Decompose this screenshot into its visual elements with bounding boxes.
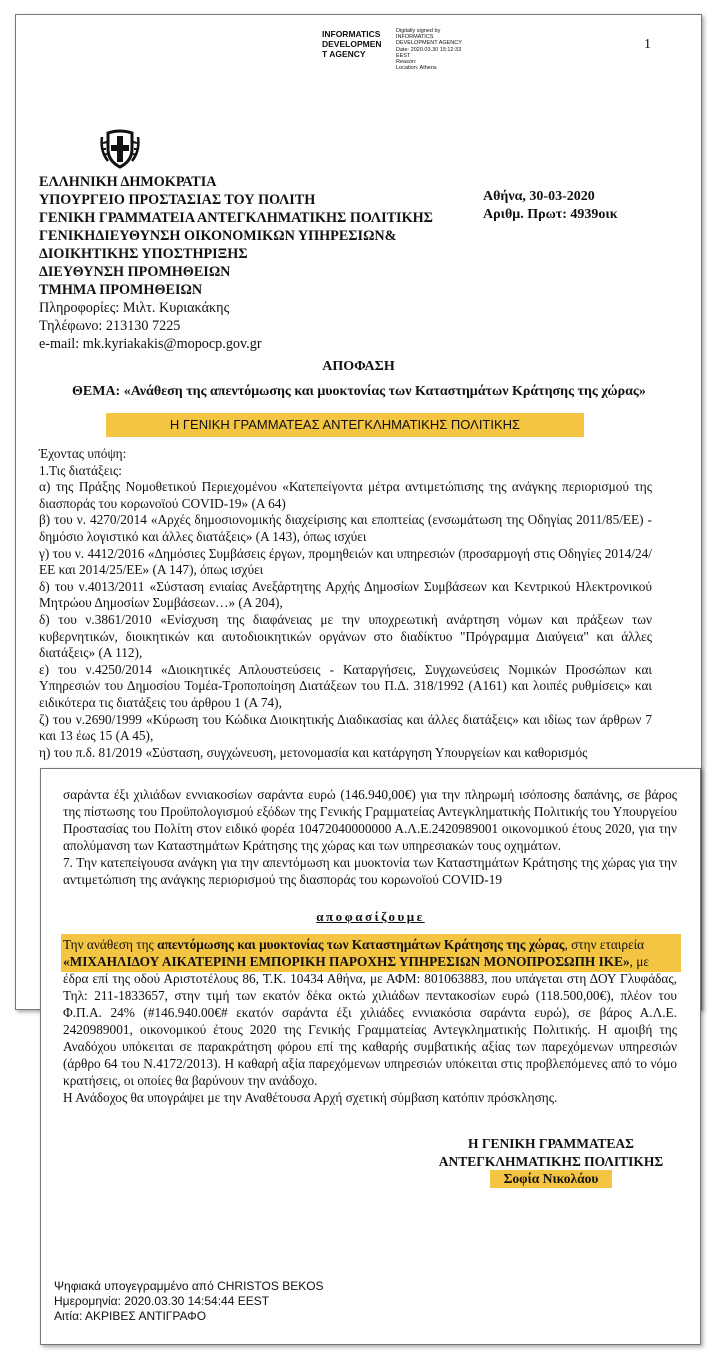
body-line: ζ) του ν.2690/1999 «Κύρωση του Κώδικα Διοικητικής Διαδικασίας και άλλες διατάξεις» και ιδίως των άρθρων 7 και 13 έως 15 (Α 45),	[39, 711, 652, 744]
header-line: ΕΛΛΗΝΙΚΗ ΔΗΜΟΚΡΑΤΙΑ	[39, 174, 217, 190]
date-protocol-block	[483, 188, 618, 224]
decision-fragment: Την ανάθεση της	[63, 937, 158, 952]
contractor-line	[63, 953, 677, 970]
body-line: δ) του ν.3861/2010 «Ενίσχυση της διαφάνειας με την υποχρεωτική ανάρτηση νόμων και πράξεων των κυβερνητικών, διοικητικών και αυτοδιοικητικών οργάνων στο διαδίκτυο "Πρόγραμμα Διαύγεια" και άλλες διατάξεις» (Α 112),	[39, 611, 652, 661]
contact-line: Τηλέφωνο: 213130 7225	[39, 318, 181, 334]
body-line: Έχοντας υπόψη:	[39, 446, 127, 461]
signature-detail-line: Date: 2020.03.30 15:12:33	[396, 46, 462, 53]
decision-fragment: , στην εταιρεία	[564, 937, 645, 952]
header-line: ΤΜΗΜΑ ΠΡΟΜΗΘΕΙΩΝ	[39, 282, 203, 298]
protocol-number: Αριθμ. Πρωτ: 4939οικ	[483, 207, 618, 222]
signature-org-line: DEVELOPMEN	[322, 39, 382, 49]
signature-detail-line: Reason:	[396, 59, 417, 66]
body-line: β) του ν. 4270/2014 «Αρχές δημοσιονομικής διαχείρισης και εποπτείας (ενσωμάτωση της Οδηγίας 2011/85/ΕΕ) - δημόσιο λογιστικό και άλλες διατάξεις» (Α 143), όπως ισχύει	[39, 512, 652, 544]
digital-signature-line: Ψηφιακά υπογεγραμμένο από CHRISTOS BEKOS	[54, 1279, 324, 1293]
decision-text	[63, 936, 677, 1106]
authority-banner: Η ΓΕΝΙΚΗ ΓΡΑΜΜΑΤΕΑΣ ΑΝΤΕΓΚΛΗΜΑΤΙΚΗΣ ΠΟΛΙΤΙΚΗΣ	[106, 413, 584, 437]
signature-org-line: T AGENCY	[322, 49, 366, 59]
body-line: 7. Την κατεπείγουσα ανάγκη για την απεντόμωση και μυοκτονία των Καταστημάτων Κράτησης της χώρας για την αντιμετώπιση της ανάγκης περιορισμού της διασποράς του κορωνοϊού COVID-19	[63, 855, 677, 887]
signature-detail-line: EEST	[396, 52, 411, 59]
decision-first-line	[63, 936, 677, 953]
signature-detail-line: INFORMATICS	[396, 34, 434, 41]
contractor-name: «ΜΙΧΑΗΛΙΔΟΥ ΑΙΚΑΤΕΡΙΝΗ ΕΜΠΟΡΙΚΗ ΠΑΡΟΧΗΣ ΥΠΗΡΕΣΙΩΝ ΜΟΝΟΠΡΟΣΩΠΗ ΙΚΕ»	[63, 954, 630, 969]
signature-detail-line: DEVELOPMENT AGENCY	[396, 40, 462, 47]
contact-line: Πληροφορίες: Μιλτ. Κυριακάκης	[39, 300, 230, 316]
header-line: ΓΕΝΙΚΗ ΓΡΑΜΜΑΤΕΙΑ ΑΝΤΕΓΚΛΗΜΑΤΙΚΗΣ ΠΟΛΙΤΙΚΗΣ	[39, 210, 433, 226]
decision-final: Η Ανάδοχος θα υπογράψει με την Αναθέτουσα Αρχή σχετική σύμβαση κατόπιν πρόσκλησης.	[63, 1090, 558, 1105]
body-line: α) της Πράξης Νομοθετικού Περιεχομένου «Κατεπείγοντα μέτρα αντιμετώπισης της ανάγκης περιορισμού της διασποράς του κορωνοϊού COVID-19» (Α 64)	[39, 479, 652, 511]
body-line: 1.Τις διατάξεις:	[39, 462, 122, 478]
page-number: 1	[644, 37, 651, 52]
digital-signature-line: Αιτία: ΑΚΡΙΒΕΣ ΑΝΤΙΓΡΑΦΟ	[54, 1309, 207, 1323]
digital-signature-line: Ημερομηνία: 2020.03.30 14:54:44 EEST	[54, 1294, 270, 1308]
considerations-body	[39, 446, 652, 761]
document-title: ΑΠΟΦΑΣΗ	[322, 359, 395, 374]
signature-detail-line: Location: Athens	[396, 65, 437, 72]
decision-heading: αποφασίζουμε	[316, 909, 425, 924]
signatory-title: Η ΓΕΝΙΚΗ ΓΡΑΜΜΑΤΕΑΣ	[468, 1136, 634, 1151]
signature-org-line: INFORMATICS	[322, 29, 381, 39]
decision-fragment: , με	[629, 954, 649, 969]
digital-signature-footer	[54, 1279, 324, 1324]
contact-line: e-mail: mk.kyriakakis@mopocp.gov.gr	[39, 336, 262, 352]
body-line: η) του π.δ. 81/2019 «Σύσταση, συγχώνευση, μετονομασία και κατάργηση Υπουργείων και καθορισμός	[39, 744, 588, 760]
header-line: ΓΕΝΙΚΗΔΙΕΥΘΥΝΣΗ ΟΙΚΟΝΟΜΙΚΩΝ ΥΠΗΡΕΣΙΩΝ&	[39, 228, 397, 244]
decision-object: απεντόμωσης και μυοκτονίας των Καταστημάτων Κράτησης της χώρας	[157, 937, 565, 952]
signatory-block	[421, 1135, 681, 1188]
document-page-2	[40, 768, 701, 1345]
decision-details: έδρα επί της οδού Αριστοτέλους 86, Τ.Κ. 10434 Αθήνα, με ΑΦΜ: 801063883, που υπάγεται στη ΔΟΥ Γλυφάδας, Τηλ: 211-1833657, στην τιμή των εκατόν δέκα οκτώ χιλιάδων πεντακοσίων ευρώ (118.500,00€), πλέον του Φ.Π.Α. 24% (#146.940.00€# εκατόν σαράντα έξι χιλιάδες εννιακόσια σαράντα ευρώ), σε βάρος Α.Λ.Ε. 2420989001, οικονομικού έτους 2020 της Γενικής Γραμματείας Αντεγκληματικής Πολιτικής. Η αμοιβή της Αναδόχου υπόκειται σε παρακράτηση φόρου επί της καθαρής συμβατικής αξίας των παρεχόμενων υπηρεσιών (άρθρο 64 του Ν.4172/2013). Η καθαρή αξία παρεχόμενων υπηρεσιών υπόκειται στις προβλεπόμενες από το νόμο κρατήσεις, οι οποίες θα βαρύνουν την ανάδοχο.	[63, 971, 677, 1088]
signatory-title: ΑΝΤΕΓΚΛΗΜΑΤΙΚΗΣ ΠΟΛΙΤΙΚΗΣ	[438, 1153, 664, 1169]
considerations-continued	[63, 786, 677, 888]
date-line: Αθήνα, 30-03-2020	[483, 189, 595, 204]
body-line: σαράντα έξι χιλιάδων εννιακοσίων σαράντα ευρώ (146.940,00€) για την πληρωμή ισόποσης δαπάνης, σε βάρος της πίστωσης του Προϋπολογισμού εξόδων της Γενικής Γραμματείας Αντεγκληματικής Πολιτικής του Υπουργείου Προστασίας του Πολίτη στον ειδικό φορέα 10472040000000 Α.Λ.Ε.2420989001 οικονομικού έτους 2020, για την απολύμανση των Καταστημάτων Κράτησης της χώρας και των υπηρεσιακών τους οχημάτων.	[63, 787, 677, 853]
greek-coat-of-arms-icon	[100, 127, 140, 169]
body-line: δ) του ν.4013/2011 «Σύσταση ενιαίας Ανεξάρτητης Αρχής Δημοσίων Συμβάσεων και Κεντρικού Ηλεκτρονικού Μητρώου Δημοσίων Συμβάσεων…» (Α 204),	[39, 578, 652, 611]
document-subject: ΘΕΜΑ: «Ανάθεση της απεντόμωσης και μυοκτονίας των Καταστημάτων Κράτησης της χώρας»	[72, 384, 646, 399]
digital-signature-org	[322, 29, 382, 59]
header-line: ΥΠΟΥΡΓΕΙΟ ΠΡΟΣΤΑΣΙΑΣ ΤΟΥ ΠΟΛΙΤΗ	[39, 192, 316, 208]
header-line: ΔΙΟΙΚΗΤΙΚΗΣ ΥΠΟΣΤΗΡΙΞΗΣ	[39, 246, 248, 262]
signature-detail-line: Digitally signed by	[396, 28, 441, 34]
issuer-header	[39, 173, 499, 353]
digital-signature-details	[396, 28, 462, 71]
body-line: γ) του ν. 4412/2016 «Δημόσιες Συμβάσεις έργων, προμηθειών και υπηρεσιών (προσαρμογή στις Οδηγίες 2014/24/ΕΕ και 2014/25/ΕΕ» (Α 147), όπως ισχύει	[39, 545, 652, 578]
header-line: ΔΙΕΥΘΥΝΣΗ ΠΡΟΜΗΘΕΙΩΝ	[39, 264, 231, 280]
signatory-name: Σοφία Νικολάου	[490, 1170, 613, 1188]
body-line: ε) του ν.4250/2014 «Διοικητικές Απλουστεύσεις - Καταργήσεις, Συγχωνεύσεις Νομικών Προσώπων και Υπηρεσιών του Δημοσίου Τομέα-Τροποποίηση Διατάξεων του Π.Δ. 318/1992 (Α161) και λοιπές ρυθμίσεις» και ειδικότερα τις διατάξεις του άρθρου 1 (Α 74),	[39, 661, 652, 710]
